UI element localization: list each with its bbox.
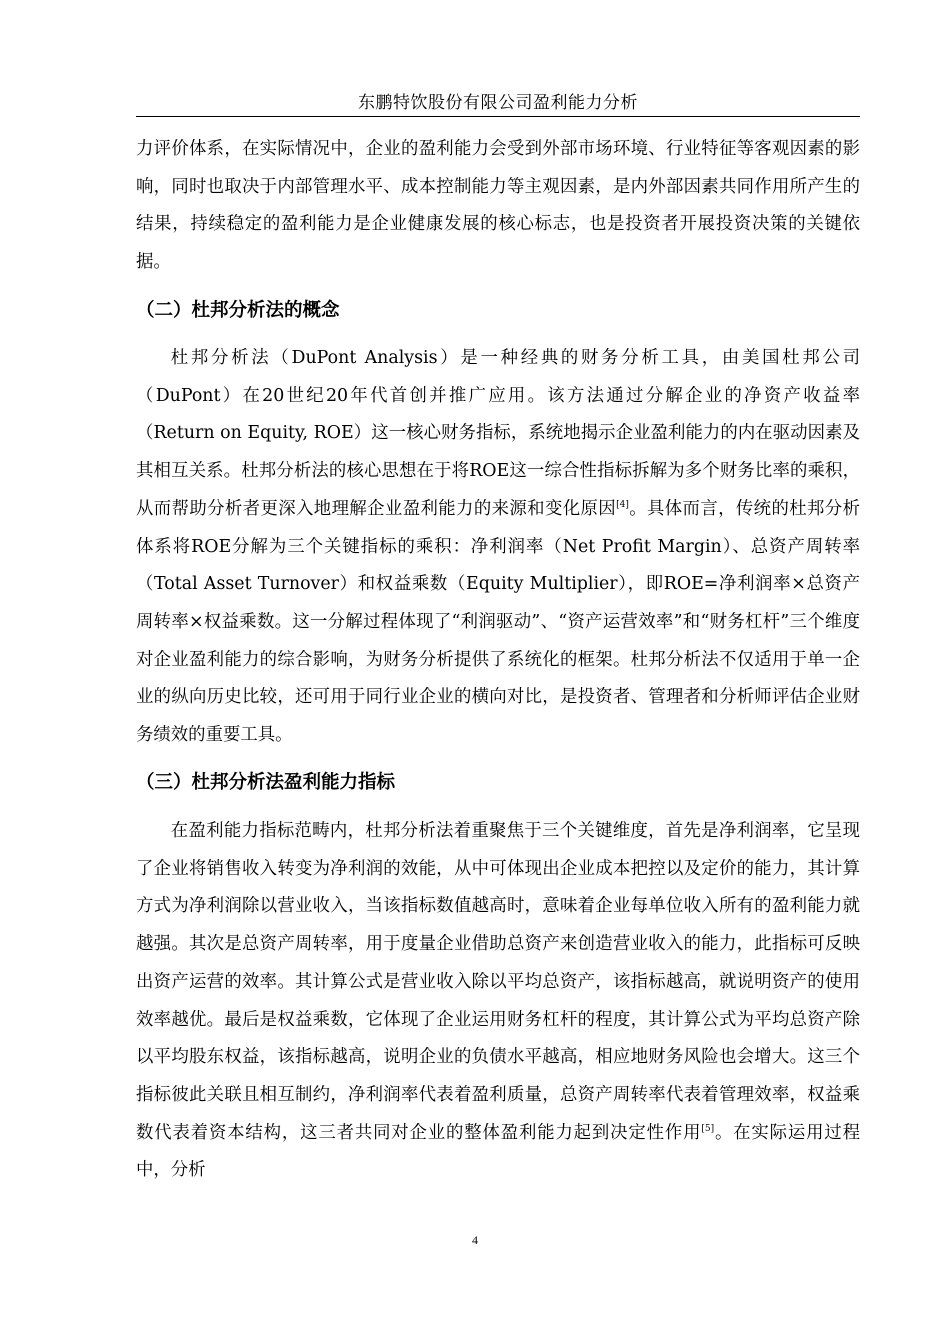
section-heading-dupont-concept: （二）杜邦分析法的概念 bbox=[136, 300, 340, 321]
paragraph-profitability-indicators bbox=[136, 813, 860, 1190]
section-heading-profitability-indicators: （三）杜邦分析法盈利能力指标 bbox=[136, 772, 396, 793]
page-number: 4 bbox=[472, 1233, 478, 1247]
running-header: 东鹏特饮股份有限公司盈利能力分析 bbox=[136, 90, 860, 117]
paragraph-text: 杜邦分析法（DuPont Analysis）是一种经典的财务分析工具，由美国杜邦公司（DuPont）在20世纪20年代首创并推广应用。该方法通过分解企业的净资产收益率（Return on Equity, ROE）这一核心财务指标，系统地揭示企业盈利能力的内在驱动因素及其相互关系。杜邦分析法的核心思想在于将ROE这一综合性指标拆解为多个财务比率的乘积，从而帮助分析者更深入地理解企业盈利能力的来源和变化原因 bbox=[136, 348, 860, 519]
paragraph-text: 。具体而言，传统的杜邦分析体系将ROE分解为三个关键指标的乘积：净利润率（Net Profit Margin）、总资产周转率（Total Asset Turnover）和权益乘数（Equity Multiplier），即ROE=净利润率×总资产周转率×权益乘数。这一分解过程体现了“利润驱动”、“资产运营效率”和“财务杠杆”三个维度对企业盈利能力的综合影响，为财务分析提供了系统化的框架。杜邦分析法不仅适用于单一企业的纵向历史比较，还可用于同行业企业的横向对比，是投资者、管理者和分析师评估企业财务绩效的重要工具。 bbox=[136, 498, 860, 746]
citation-ref: [4] bbox=[616, 500, 629, 511]
citation-ref: [5] bbox=[701, 1123, 715, 1134]
paragraph-text: 。在实际运用过程中，分析 bbox=[136, 1122, 860, 1181]
paragraph-continued: 力评价体系，在实际情况中，企业的盈利能力会受到外部市场环境、行业特征等客观因素的影响，同时也取决于内部管理水平、成本控制能力等主观因素，是内外部因素共同作用所产生的结果，持续稳定的盈利能力是企业健康发展的核心标志，也是投资者开展投资决策的关键依据。 bbox=[136, 139, 860, 273]
paragraph-dupont-concept bbox=[136, 340, 860, 755]
paragraph-text: 在盈利能力指标范畴内，杜邦分析法着重聚焦于三个关键维度，首先是净利润率，它呈现了企业将销售收入转变为净利润的效能，从中可体现出企业成本把控以及定价的能力，其计算方式为净利润除以营业收入，当该指标数值越高时，意味着企业每单位收入所有的盈利能力就越强。其次是总资产周转率，用于度量企业借助总资产来创造营业收入的能力，此指标可反映出资产运营的效率。其计算公式是营业收入除以平均总资产，该指标越高，就说明资产的使用效率越优。最后是权益乘数，它体现了企业运用财务杠杆的程度，其计算公式为平均总资产除以平均股东权益，该指标越高，说明企业的负债水平越高，相应地财务风险也会增大。这三个指标彼此关联且相互制约，净利润率代表着盈利质量，总资产周转率代表着管理效率，权益乘数代表着资本结构，这三者共同对企业的整体盈利能力起到决定性作用 bbox=[136, 821, 860, 1143]
